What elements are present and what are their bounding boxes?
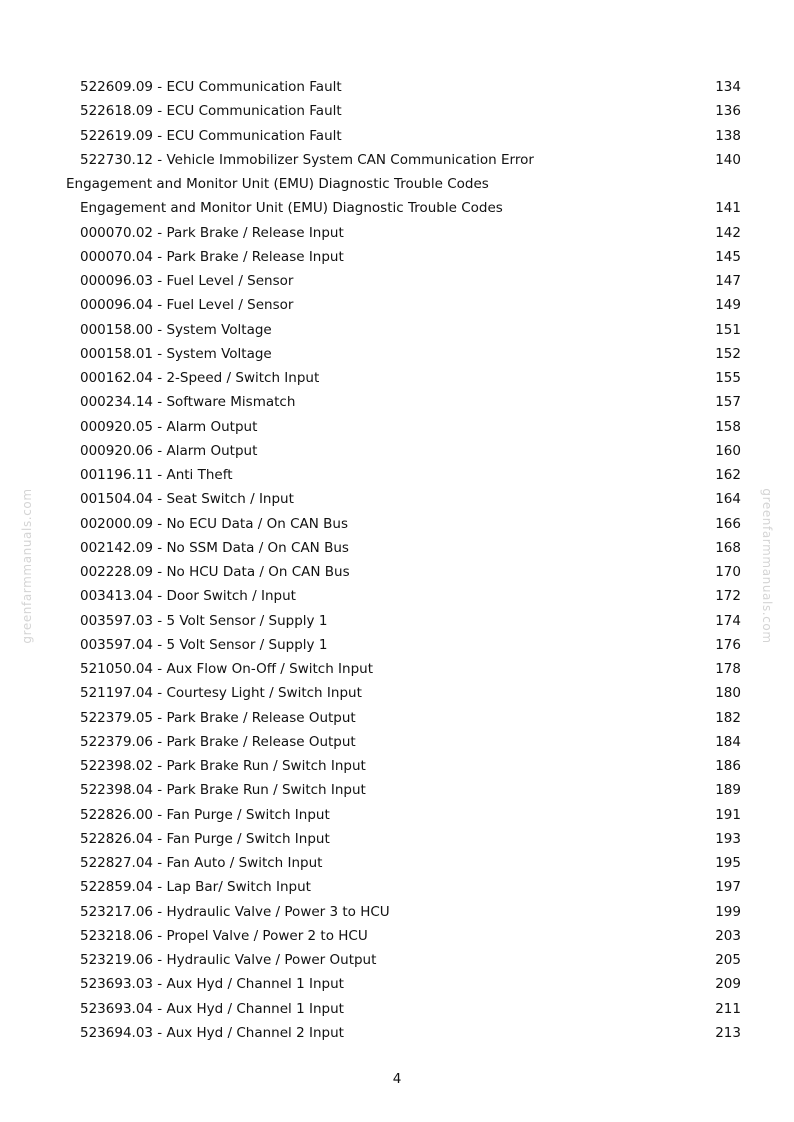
toc-entry-title: 001196.11 - Anti Theft [80,467,233,483]
toc-entry[interactable] [0,827,794,851]
toc-entry-title: 523218.06 - Propel Valve / Power 2 to HCU [80,927,368,944]
toc-entry[interactable] [0,948,794,972]
toc-entry[interactable] [0,221,794,245]
toc-entry-title: 002228.09 - No HCU Data / On CAN Bus [80,564,350,580]
toc-entry-page: 213 [715,1024,741,1041]
toc-entry-page: 142 [715,224,741,241]
toc-entry-title: 000096.03 - Fuel Level / Sensor [80,273,294,289]
toc-entry-title: 522619.09 - ECU Communication Fault [80,127,342,144]
toc-entry-page: 136 [715,103,741,120]
toc-entry-title: 521197.04 - Courtesy Light / Switch Input [80,685,362,702]
toc-entry[interactable] [0,512,794,536]
toc-entry-page: 140 [715,151,741,168]
toc-entry[interactable] [0,536,794,560]
toc-entry-title: 000096.04 - Fuel Level / Sensor [80,297,294,314]
toc-entry[interactable] [0,706,794,730]
toc-entry[interactable] [0,318,794,342]
toc-entry-page: 168 [715,539,741,556]
table-of-contents [0,75,794,1045]
toc-entry-title: 000162.04 - 2-Speed / Switch Input [80,370,320,386]
toc-entry[interactable] [0,609,794,633]
toc-entry-page: 152 [715,345,741,362]
toc-entry-page: 141 [715,200,741,217]
toc-entry[interactable] [0,390,794,414]
toc-entry-page: 162 [715,467,741,483]
toc-entry-title: 000070.04 - Park Brake / Release Input [80,248,344,265]
toc-entry-title: 523693.04 - Aux Hyd / Channel 1 Input [80,1000,344,1017]
toc-entry-page: 174 [715,612,741,629]
toc-entry-page: 197 [715,879,741,896]
toc-entry-page: 203 [715,927,741,944]
watermark-left: greenfarmmanuals.com [20,488,34,644]
toc-entry-title: 000234.14 - Software Mismatch [80,394,296,411]
toc-entry[interactable] [0,99,794,123]
toc-entry[interactable] [0,730,794,754]
toc-entry-title: 001504.04 - Seat Switch / Input [80,491,294,508]
toc-entry[interactable] [0,560,794,584]
toc-entry-page: 166 [715,515,741,532]
toc-entry-title: 522379.05 - Park Brake / Release Output [80,709,356,726]
toc-entry[interactable] [0,778,794,802]
toc-entry-page: 134 [715,79,741,95]
toc-entry[interactable] [0,487,794,511]
toc-entry-page: 205 [715,952,741,968]
toc-entry-title: 003597.04 - 5 Volt Sensor / Supply 1 [80,636,328,653]
toc-entry[interactable] [0,900,794,924]
toc-entry-page: 180 [715,685,741,702]
toc-entry[interactable] [0,754,794,778]
toc-entry-title: 002000.09 - No ECU Data / On CAN Bus [80,515,348,532]
toc-entry-title: 000920.06 - Alarm Output [80,442,258,459]
toc-entry[interactable] [0,342,794,366]
toc-entry[interactable] [0,196,794,220]
toc-entry-page: 145 [715,248,741,265]
toc-entry-title: Engagement and Monitor Unit (EMU) Diagnostic Trouble Codes [66,176,489,192]
toc-entry-title: 522826.00 - Fan Purge / Switch Input [80,806,330,823]
toc-entry[interactable] [0,584,794,608]
toc-entry-page: 199 [715,903,741,920]
toc-entry-page: 157 [715,394,741,411]
toc-entry-page: 186 [715,758,741,774]
toc-entry-page: 138 [715,127,741,144]
toc-entry[interactable] [0,681,794,705]
toc-entry-page: 149 [715,297,741,314]
toc-entry[interactable] [0,1021,794,1045]
page-number: 4 [392,1071,402,1087]
toc-entry-title: 000070.02 - Park Brake / Release Input [80,224,344,241]
watermark-right: greenfarmmanuals.com [760,488,774,644]
toc-entry-page: 178 [715,661,741,677]
toc-entry[interactable] [0,366,794,390]
toc-entry-page: 211 [715,1000,741,1017]
toc-entry[interactable] [0,269,794,293]
toc-entry-title: 522398.02 - Park Brake Run / Switch Input [80,758,366,774]
toc-entry-page: 193 [715,830,741,847]
toc-entry-page: 189 [715,782,741,799]
toc-entry[interactable] [0,293,794,317]
toc-entry-page: 182 [715,709,741,726]
toc-entry-title: 522398.04 - Park Brake Run / Switch Input [80,782,366,799]
toc-entry[interactable] [0,245,794,269]
toc-entry[interactable] [0,439,794,463]
toc-entry[interactable] [0,463,794,487]
toc-entry-title: 522609.09 - ECU Communication Fault [80,79,342,95]
toc-entry-title: 000158.01 - System Voltage [80,345,272,362]
toc-entry-page: 147 [715,273,741,289]
toc-entry-title: 003597.03 - 5 Volt Sensor / Supply 1 [80,612,328,629]
toc-entry-title: 522730.12 - Vehicle Immobilizer System CAN Communication Error [80,151,534,168]
toc-entry[interactable] [0,875,794,899]
toc-entry[interactable] [0,415,794,439]
toc-entry-title: 523217.06 - Hydraulic Valve / Power 3 to HCU [80,903,390,920]
toc-entry-page: 184 [715,733,741,750]
toc-entry[interactable] [0,997,794,1021]
toc-entry-title: 522827.04 - Fan Auto / Switch Input [80,855,323,871]
toc-entry-title: 522826.04 - Fan Purge / Switch Input [80,830,330,847]
toc-entry-title: 522379.06 - Park Brake / Release Output [80,733,356,750]
toc-entry[interactable] [0,75,794,99]
toc-entry[interactable] [0,124,794,148]
toc-entry-page: 176 [715,636,741,653]
toc-entry-page: 155 [715,370,741,386]
toc-entry[interactable] [0,851,794,875]
toc-entry-page: 170 [715,564,741,580]
toc-entry[interactable] [0,924,794,948]
toc-section-heading[interactable] [0,172,794,196]
toc-entry-page: 158 [715,418,741,435]
toc-entry-page: 209 [715,976,741,993]
toc-entry-title: Engagement and Monitor Unit (EMU) Diagnostic Trouble Codes [80,200,503,217]
toc-entry-title: 521050.04 - Aux Flow On-Off / Switch Input [80,661,374,677]
toc-entry-title: 002142.09 - No SSM Data / On CAN Bus [80,539,349,556]
toc-entry-page: 195 [715,855,741,871]
toc-entry-page: 160 [715,442,741,459]
toc-entry[interactable] [0,633,794,657]
toc-entry[interactable] [0,803,794,827]
toc-entry[interactable] [0,148,794,172]
toc-entry[interactable] [0,972,794,996]
toc-entry-title: 523694.03 - Aux Hyd / Channel 2 Input [80,1024,344,1041]
toc-entry-title: 523693.03 - Aux Hyd / Channel 1 Input [80,976,344,993]
toc-entry-page: 164 [715,491,741,508]
toc-entry-title: 522618.09 - ECU Communication Fault [80,103,342,120]
toc-entry[interactable] [0,657,794,681]
toc-entry-title: 523219.06 - Hydraulic Valve / Power Output [80,952,377,968]
toc-entry-page: 151 [715,321,741,338]
toc-entry-title: 000920.05 - Alarm Output [80,418,258,435]
toc-entry-title: 522859.04 - Lap Bar/ Switch Input [80,879,311,896]
toc-entry-title: 000158.00 - System Voltage [80,321,272,338]
toc-entry-title: 003413.04 - Door Switch / Input [80,588,296,605]
toc-entry-page: 172 [715,588,741,605]
toc-entry-page: 191 [715,806,741,823]
